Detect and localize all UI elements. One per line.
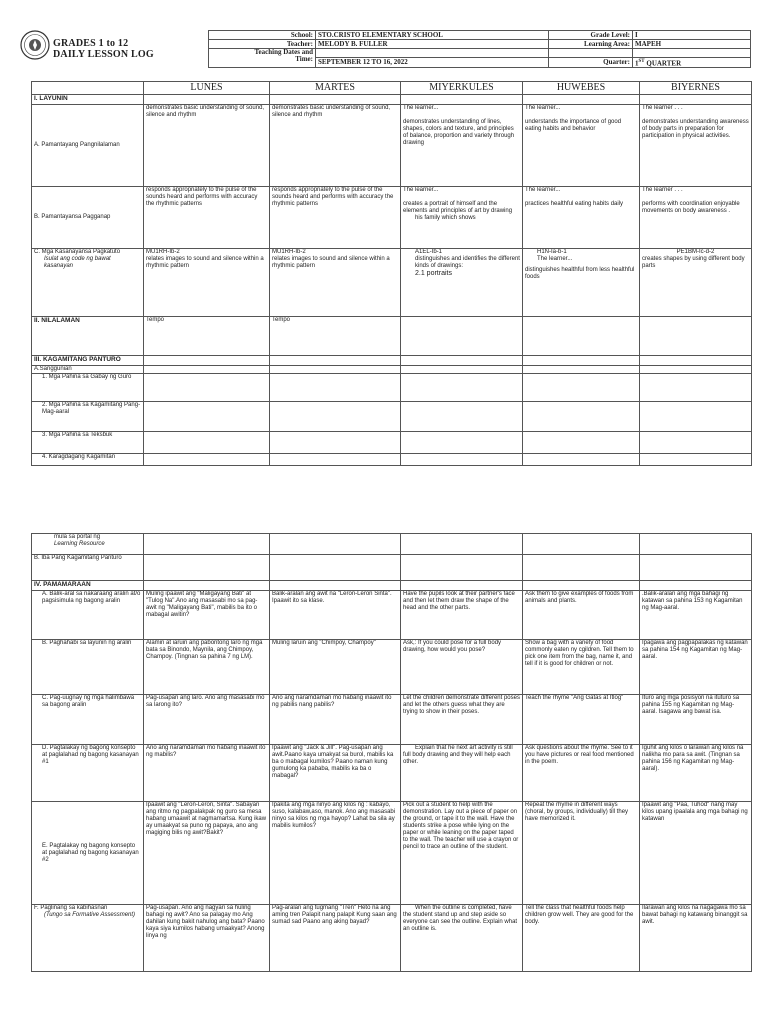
row-label-paglinang: F. Paglinang sa kabihasnan (Tungo sa Formative Assessment) — [32, 905, 144, 972]
cell-c-monday: MU1RH-Ib-2 relates images to sound and silence within a rhythmic pattern — [144, 249, 270, 317]
cell-pagtalakay1-tuesday: Ipaawit ang "Jack & Jill". Pag-usapan ang awit.Paano kaya umakyat sa burol, mabilis ka ba o mabagal kumilos? Paano naman kung gumulong ka pababa, mabilis ka ba o mabagal? — [270, 745, 401, 802]
row-label-pag-uugnay: C. Pag-uugnay ng mga halimbawa sa bagong aralin — [32, 695, 144, 745]
cell-pagtalakay1-friday: Iguhit ang kilos o larawan ang kilos na nalikha mo para sa awit. (Tingnan sa pahina 156 ng Kagamitan ng Mag-aaral). — [640, 745, 752, 802]
cell-a-wednesday: The learner... demonstrates understanding of lines, shapes, colors and texture, and principles of balance, proportion and variety through drawing — [401, 105, 523, 187]
logo-area — [20, 30, 208, 70]
dates-value: SEPTEMBER 12 TO 16, 2022 — [316, 58, 549, 68]
school-label: School: — [209, 31, 316, 40]
cell-balik-aral-wednesday: Have the pupils look at their partner's face and then let them draw the shape of the head and the other parts. — [401, 591, 523, 640]
cell-paglinang-thursday: Tell the class that healthful foods help children grow well. They are good for the body. — [523, 905, 640, 972]
area-value: MAPEH — [633, 40, 751, 49]
cell-a-thursday: The learner... understands the importance of good eating habits and behavior — [523, 105, 640, 187]
cell-c-friday: PE1BM-Ic-d-2 creates shapes by using different body parts — [640, 249, 752, 317]
cell-paghahabi-monday: Alamin at iaruin ang paboritong laro ng mga bata sa Binondo, Maynila, ang Chimpoy, Champoy. (Tingnan sa pahina 7 ng LM). — [144, 640, 270, 695]
cell-nilalaman-monday: Tempo — [144, 317, 270, 356]
row-label-paghahabi: B. Paghahabi sa layunin ng aralin — [32, 640, 144, 695]
row-label-kagamitang-mag-aaral: 2. Mga Pahina sa Kagamitang Pang-Mag-aaral — [32, 402, 144, 432]
row-label-pamantayang-pangnilalaman: A. Pamantayang Pangnilalaman — [32, 105, 144, 187]
cell-nilalaman-tuesday: Tempo — [270, 317, 401, 356]
row-label-learning-resource: mula sa portal ng Learning Resource — [32, 534, 144, 555]
section-layunin: I. LAYUNIN — [32, 95, 144, 105]
cell-pag-uugnay-monday: Pag-usapan ang laro. Ano ang masasabi mo sa larong ito? — [144, 695, 270, 745]
row-label-pagtalakay-1: D. Pagtalakay ng bagong konsepto at paglalahad ng bagong kasanayan #1 — [32, 745, 144, 802]
cell-paglinang-wednesday: When the outline is completed, have the student stand up and step aside so everyone can see the outline. Explain what an outline is. — [401, 905, 523, 972]
teacher-label: Teacher: — [209, 40, 316, 49]
row-label-karagdagang-kagamitan: 4. Karagdagang Kagamitan — [32, 454, 144, 466]
cell-c-tuesday: MU1RH-Ib-2 relates images to sound and silence within a rhythmic pattern — [270, 249, 401, 317]
cell-balik-aral-tuesday: Balik-aralan ang awit na "Leron-Leron Sinta". Ipaawit ito sa klase. — [270, 591, 401, 640]
dates-label: Teaching Dates and Time: — [209, 49, 316, 68]
deped-seal-icon — [20, 30, 50, 60]
cell-balik-aral-thursday: Ask them to give examples of foods from animals and plants. — [523, 591, 640, 640]
cell-paghahabi-tuesday: Muling laruin ang "Chimpoy, Champoy" — [270, 640, 401, 695]
grade-label: Grade Level: — [549, 31, 633, 40]
cell-paghahabi-thursday: Show a bag with a variety of food commonly eaten ny cgildren. Tell them to pick one item from the bag, name it, and tell if it is good for children or not. — [523, 640, 640, 695]
row-label-balik-aral: A. Balik-aral sa nakaraang aralin at/o pagsisimula ng bagong aralin — [32, 591, 144, 640]
day-header-tuesday: MARTES — [270, 82, 401, 95]
cell-c-thursday: H1N-Ia-b-1 The learner... distinguishes healthful from less healthful foods — [523, 249, 640, 317]
quarter-label: Quarter: — [549, 58, 633, 68]
row-label-pagtalakay-2: E. Pagtalakay ng bagong konsepto at paglalahad ng bagong kasanayan #2 — [32, 802, 144, 905]
cell-pag-uugnay-tuesday: Ano ang naramdaman mo habang inaawit ito ng pabilis nang pabilis? — [270, 695, 401, 745]
cell-c-wednesday: A1EL-Ib-1 distinguishes and identifies the different kinds of drawings: 2.1 portraits — [401, 249, 523, 317]
grade-value: I — [633, 31, 751, 40]
day-header-friday: BIYERNES — [640, 82, 752, 95]
quarter-value: 1ST QUARTER — [633, 58, 751, 68]
lesson-table-page1 — [31, 81, 752, 466]
day-header-wednesday: MIYERKULES — [401, 82, 523, 95]
cell-b-wednesday: The learner... creates a portrait of himself and the elements and principles of art by drawing his family which shows — [401, 187, 523, 249]
cell-paglinang-tuesday: Pag-aralan ang tugmang "Tren" Heto na ang aming tren Palapit nang palapit Kung saan ang sumad sad Paano ang aking bayad? — [270, 905, 401, 972]
cell-balik-aral-monday: Muling ipaawit ang "Maligayang Bati" at "Tulog Na".Ano ang masasabi mo sa pag-awit ng "Maligayang Bati", mabilis ba ito o mabagal awitin? — [144, 591, 270, 640]
row-label-teksbuk: 3. Mga Pahina sa Teksbuk — [32, 432, 144, 454]
cell-pag-uugnay-wednesday: Let the children demonstrate different poses and let the others guess what they are trying to show in their poses. — [401, 695, 523, 745]
cell-paghahabi-friday: Ipagawa ang pagpapalakas ng katawan sa pahina 154 ng Kagamitan ng Mag-aaral. — [640, 640, 752, 695]
logo-line2: DAILY LESSON LOG — [53, 49, 154, 60]
logo-line1: GRADES 1 to 12 — [53, 38, 129, 49]
cell-pagtalakay1-wednesday: Explain that he next art activity is still full body drawing and they will help each other. — [401, 745, 523, 802]
cell-paghahabi-wednesday: Ask,: If you could pose for a full body drawing, how would you pose? — [401, 640, 523, 695]
cell-b-friday: The learner . . . performs with coordination enjoyable movements on body awareness . — [640, 187, 752, 249]
teacher-value: MELODY B. FULLER — [316, 40, 549, 49]
cell-pagtalakay1-thursday: Ask questions about the rhyme. See to it you have pictures or real food mentioned in the poem. — [523, 745, 640, 802]
cell-a-tuesday: demonstrates basic understanding of sound, silence and rhythm — [270, 105, 401, 187]
cell-pagtalakay2-tuesday: Ipakita ang mga ninyo ang kilos ng : kabayo, suso, kalabaw,aso, manok. Ano ang masasabi ninyo sa kilos ng mga hayop? Lahat ba sila ay mabilis kumilos? — [270, 802, 401, 905]
cell-b-tuesday: responds appropriately to the pulse of the sounds heard and performs with accuracy the rhythmic patterns — [270, 187, 401, 249]
area-label: Learning Area: — [549, 40, 633, 49]
cell-b-thursday: The learner... practices healthful eating habits daily — [523, 187, 640, 249]
cell-a-friday: The learner . . . demonstrates understanding awareness of body parts in preparation for participation in physical activities. — [640, 105, 752, 187]
cell-pagtalakay2-monday: Ipaawit ang "Leron-Leron, Sinta". Sabayan ang ritmo ng pagpalakpak ng guro sa mesa habang umaawit at nagmamartsa. Kung ikaw ay umaakyat sa puno ng papaya, ano ang magiging bilis ng awit?Bakit? — [144, 802, 270, 905]
school-value: STO.CRISTO ELEMENTARY SCHOOL — [316, 31, 549, 40]
logo-text — [53, 38, 154, 60]
day-header-monday: LUNES — [144, 82, 270, 95]
cell-pagtalakay2-wednesday: Pick out a student to help with the demonstration. Lay out a piece of paper on the ground, or tape it to the wall. Have the students strike a pose while lying on the paper or while leaning on the paper taped to the wall. The teacher will use a crayon or pencil to trace an outline of the student. — [401, 802, 523, 905]
cell-pagtalakay1-monday: Ano ang naramdaman mo habang inaawit ito ng mabilis? — [144, 745, 270, 802]
cell-paglinang-friday: Ilarawan ang kilos na nagagawa mo sa bawat bahagi ng katawang binanggit sa awit. — [640, 905, 752, 972]
row-label-pamantayan-sa-pagganap: B. Pamantayansa Pagganap — [32, 187, 144, 249]
cell-pagtalakay2-friday: Ipaawit ang "Paa, Tuhod" nang may kilos upang ipaalala ang mga bahagi ng katawan — [640, 802, 752, 905]
day-header-thursday: HUWEBES — [523, 82, 640, 95]
section-kagamitang-panturo: III. KAGAMITANG PANTURO — [32, 356, 144, 366]
header-table — [208, 30, 751, 68]
cell-pag-uugnay-friday: Ituro ang mga posisyon na ituturo sa pahina 155 ng Kagamitan ng Mag-aaral. Isagawa ang bawat isa. — [640, 695, 752, 745]
cell-paglinang-monday: Pag-usapan. Ano ang nagyari sa huling bahagi ng awit? Ano sa palagay mo Ang dahilan kung bakit nahulog ang bata? Paano kaya siya kumilos habang umaakyat? Anong linya ng — [144, 905, 270, 972]
section-pamamaraan: IV. PAMAMARAAN — [32, 581, 144, 591]
cell-pag-uugnay-thursday: Teach the rhyme "Ang Gatas at Itlog" — [523, 695, 640, 745]
cell-a-monday: demonstrates basic understanding of sound, silence and rhythm — [144, 105, 270, 187]
lesson-table-page2 — [31, 533, 752, 972]
row-label-gabay-ng-guro: 1. Mga Pahina sa Gabay ng Guro — [32, 374, 144, 402]
section-nilalaman: II. NILALAMAN — [32, 317, 144, 356]
row-label-kasanayan: C. Mga Kasanayansa Pagkatuto Isulat ang code ng bawat kasanayan — [32, 249, 144, 317]
row-label-sanggunian: A.Sanggunian — [32, 366, 144, 374]
cell-balik-aral-friday: .Balik-aralan ang mga bahagi ng katawan sa pahina 153 ng Kagamitan ng Mag-aaral. — [640, 591, 752, 640]
cell-b-monday: responds appropriately to the pulse of the sounds heard and performs with accuracy the rhythmic patterns — [144, 187, 270, 249]
row-label-iba-pang-kagamitan: B. Iba Pang Kagamitang Panturo — [32, 555, 144, 581]
cell-pagtalakay2-thursday: Repeat the rhyme in different ways (choral, by groups, individually) till they have memorized it. — [523, 802, 640, 905]
